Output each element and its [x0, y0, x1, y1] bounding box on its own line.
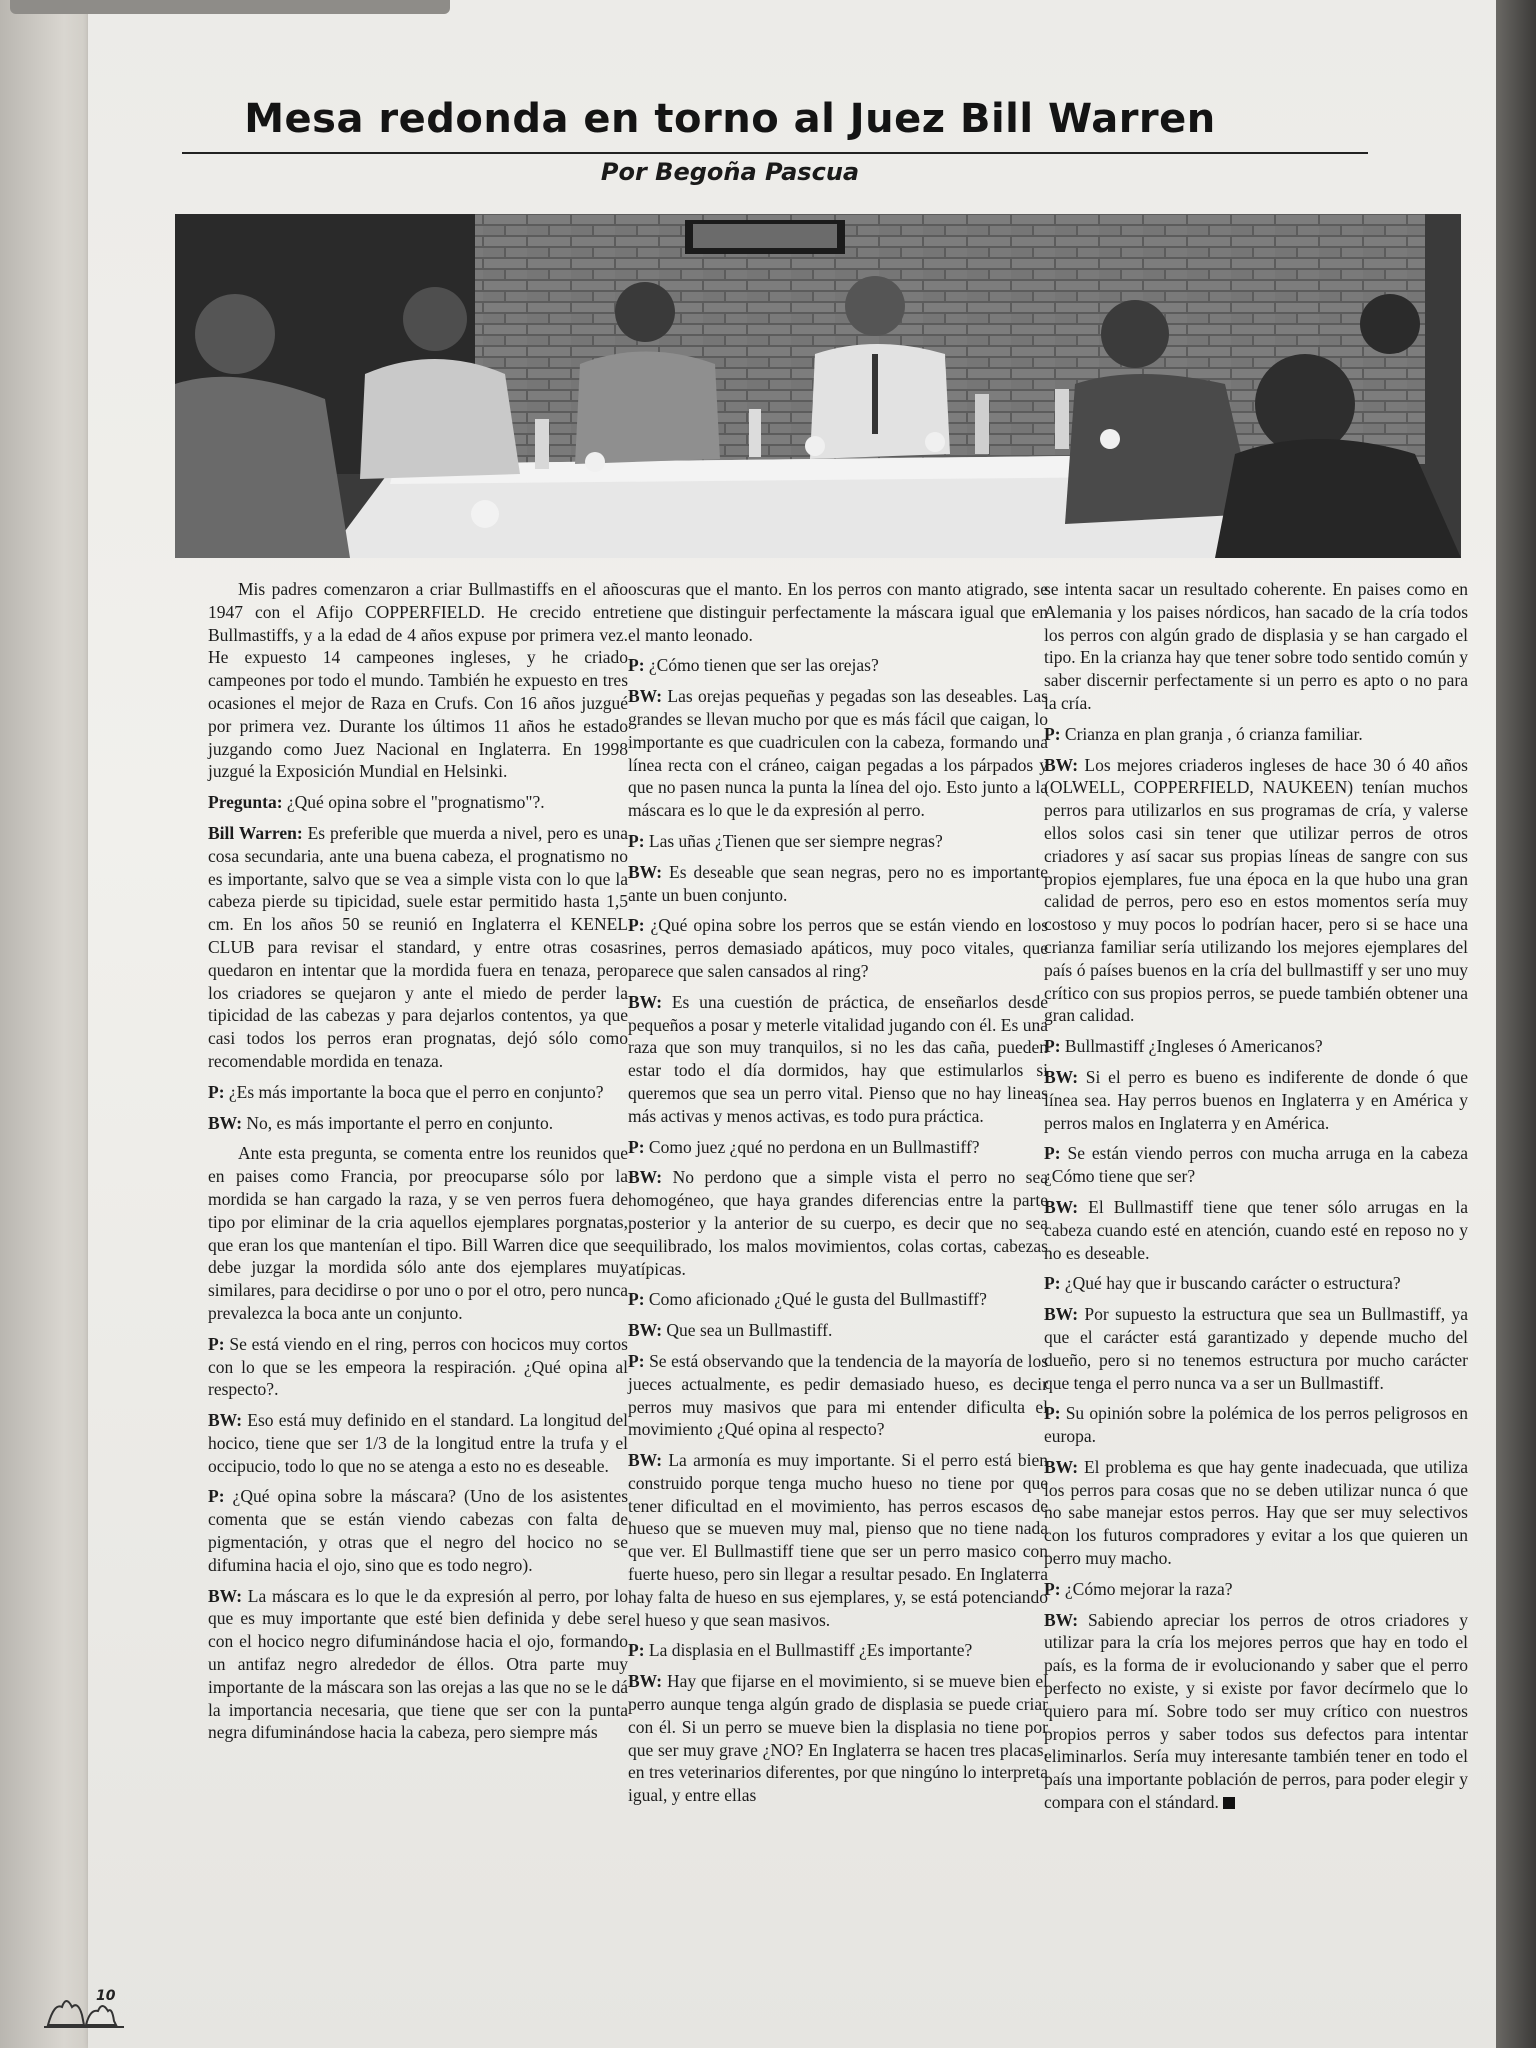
article-paragraph — [1044, 1035, 1468, 1058]
article-paragraph — [1044, 1578, 1468, 1601]
next-page-edge — [1496, 0, 1536, 2048]
paragraph-text: El Bullmastiff tiene que tener sólo arrugas en la cabeza cuando esté en atención, cuando esté en reposo no y no es deseable. — [1044, 1196, 1468, 1263]
article-paragraph — [208, 578, 628, 783]
speaker-label: Bill Warren: — [208, 822, 303, 843]
speaker-label: BW: — [628, 1450, 663, 1471]
article-paragraph — [628, 685, 1048, 822]
article-byline: Por Begoña Pascua — [600, 158, 860, 186]
speaker-label: BW: — [208, 1112, 243, 1133]
paragraph-text: ¿Qué hay que ir buscando carácter o estructura? — [1064, 1273, 1401, 1294]
paragraph-text: Crianza en plan granja , ó crianza familiar. — [1064, 723, 1363, 744]
article-paragraph — [208, 1142, 628, 1324]
paragraph-text: ¿Es más importante la boca que el perro en conjunto? — [228, 1081, 604, 1102]
article-column-3 — [1044, 578, 1468, 1822]
speaker-label: P: — [628, 1289, 645, 1310]
article-paragraph — [628, 1350, 1048, 1441]
paragraph-text: Eso está muy definido en el standard. La longitud del hocico, tiene que ser 1/3 de la longitud entre la trufa y el occipucio, todo lo que no se atenga a esto no es deseable. — [208, 1410, 629, 1476]
paragraph-text: Mis padres comenzaron a criar Bullmastiffs en el año 1947 con el Afijo COPPERFIELD. He crecido entre Bullmastiffs, y a la edad de 4 años expuse por primera vez. He expuesto 14 campeones ingleses, y he criado campeones por todo el mundo. También he expuesto en tres ocasiones el mejor de Raza en Crufs. Con 16 años juzgué por primera vez. Durante los últimos 11 años he estado juzgando como Juez Nacional en Inglaterra. En 1998 juzgué la Exposición Mundial en Helsinki. — [208, 579, 628, 782]
speaker-label: P: — [628, 915, 645, 936]
speaker-label: BW: — [628, 1320, 663, 1341]
paragraph-text: Es una cuestión de práctica, de enseñarlos desde pequeños a posar y meterle vitalidad jugando con él. Es una raza que son muy tranquilos, si no les das caña, pueden estar todo el día dormidos, hay que estimularlos si queremos que sea un perro vital. Pienso que no hay lineas más activas y menos activas, es todo pura práctica. — [628, 991, 1048, 1126]
paragraph-text: Como juez ¿qué no perdona en un Bullmastiff? — [648, 1136, 980, 1157]
paragraph-text: Los mejores criaderos ingleses de hace 30 ó 40 años (OLWELL, COPPERFIELD, NAUKEEN) tenían muchos perros para utilizarlos en sus programas de cría, y valerse ellos solos casi sin tener que utilizar perros de otros criadores y así sacar sus propias líneas de sangre con sus propios ejemplares, fue una época en la que hubo una gran calidad de perros, pero eso en estos momentos sería muy costoso y muy pocos lo podrían hacer, pero si se hace una crianza familiar sería utilizando los mejores ejemplares del país ó países buenos en la cría del bullmastiff y ser uno muy crítico con sus propios perros, se puede también obtener una gran calidad. — [1044, 754, 1468, 1026]
article-column-2 — [628, 578, 1048, 1815]
article-paragraph — [628, 1670, 1048, 1807]
article-paragraph — [208, 1485, 628, 1576]
photo-illustration — [175, 214, 1461, 558]
article-paragraph — [628, 1288, 1048, 1311]
paragraph-text: Que sea un Bullmastiff. — [666, 1320, 833, 1341]
article-paragraph — [628, 578, 1048, 646]
speaker-label: P: — [1044, 1578, 1061, 1599]
speaker-label: P: — [628, 830, 645, 851]
paragraph-text: Se está viendo en el ring, perros con hocicos muy cortos con lo que se les empeora la respiración. ¿Qué opina al respecto?. — [208, 1333, 628, 1400]
paragraph-text: Se están viendo perros con mucha arruga en la cabeza ¿Cómo tiene que ser? — [1044, 1143, 1468, 1187]
end-of-article-mark — [1223, 1797, 1235, 1809]
speaker-label: BW: — [1044, 754, 1079, 775]
paragraph-text: ¿Qué opina sobre el "prognatismo"?. — [286, 792, 545, 813]
speaker-label: BW: — [628, 861, 663, 882]
title-rule — [182, 152, 1368, 154]
article-paragraph — [208, 822, 628, 1073]
paragraph-text: Hay que fijarse en el movimiento, si se mueve bien el perro aunque tenga algún grado de displasia se puede criar con él. Si un perro se mueve bien la displasia no tiene por que ser muy grave ¿NO? En Inglaterra se hacen tres placas, en tres veterinarios diferentes, por que ningúno lo interpreta igual, y entre ellas — [628, 1671, 1049, 1806]
article-paragraph — [628, 861, 1048, 907]
paragraph-text: ¿Cómo tienen que ser las orejas? — [648, 655, 879, 676]
speaker-label: P: — [1044, 723, 1061, 744]
paragraph-text: La máscara es lo que le da expresión al perro, por lo que es muy importante que esté bien definida y debe ser con el hocico negro difuminándose hacia el ojo, formando un antifaz negro alrededor de éllos. Otra parte muy importante de la máscara son las orejas a las que no se le dá la importancia necesaria, que tiene que ser con la punta negra difuminándose hacia la cabeza, pero siempre más — [208, 1585, 628, 1743]
paragraph-text: No, es más importante el perro en conjunto. — [246, 1112, 554, 1133]
paragraph-text: Por supuesto la estructura que sea un Bullmastiff, ya que el carácter está garantizado y depende mucho del dueño, pero si no tenemos estructura por mucho carácter que tenga el perro nunca va a ser un Bullmastiff. — [1044, 1304, 1468, 1393]
speaker-label: BW: — [628, 686, 663, 707]
paragraph-text: La displasia en el Bullmastiff ¿Es importante? — [648, 1640, 973, 1661]
speaker-label: BW: — [1044, 1196, 1079, 1217]
speaker-label: BW: — [208, 1410, 243, 1431]
article-paragraph — [208, 791, 628, 814]
speaker-label: P: — [1044, 1273, 1061, 1294]
article-paragraph — [628, 1449, 1048, 1631]
article-paragraph — [1044, 1303, 1468, 1394]
article-paragraph — [1044, 578, 1468, 715]
article-paragraph — [628, 1639, 1048, 1662]
article-paragraph — [208, 1585, 628, 1745]
paragraph-text: Como aficionado ¿Qué le gusta del Bullmastiff? — [648, 1289, 987, 1310]
speaker-label: P: — [208, 1486, 225, 1507]
speaker-label: P: — [1044, 1036, 1061, 1057]
article-paragraph — [208, 1333, 628, 1401]
article-paragraph — [1044, 1609, 1468, 1814]
article-paragraph — [628, 991, 1048, 1128]
speaker-label: BW: — [1044, 1609, 1079, 1630]
paragraph-text: oscuras que el manto. En los perros con manto atigrado, se tiene que distinguir perfectamente la máscara igual que en el manto leonado. — [628, 579, 1048, 645]
article-paragraph — [1044, 1066, 1468, 1134]
paragraph-text: Las uñas ¿Tienen que ser siempre negras? — [648, 830, 943, 851]
speaker-label: P: — [628, 1350, 645, 1371]
binding-margin — [0, 0, 92, 2048]
speaker-label: P: — [208, 1081, 225, 1102]
article-paragraph — [1044, 754, 1468, 1028]
speaker-label: P: — [628, 655, 645, 676]
speaker-label: BW: — [1044, 1066, 1079, 1087]
paragraph-text: Sabiendo apreciar los perros de otros criadores y utilizar para la cría los mejores perros que hay en todo el país, es la forma de ir evolucionando y saber que el perro perfecto no existe, y si existe por favor decírmelo que lo quiero para mí. Sobre todo ser muy crítico con nuestros propios perros y saber todos sus defectos para intentar eliminarlos. Sería muy interesante también tener en todo el país una importante población de perros, para poder elegir y compara con el stándard. — [1044, 1609, 1468, 1813]
page-number: 10 — [96, 1988, 116, 2004]
paragraph-text: El problema es que hay gente inadecuada, que utiliza los perros para cosas que no se deben utilizar nunca ó que no sabe manejar estos perros. Hay que ser muy selectivos con los futuros compradores y evitar a los que quieren un perro muy macho. — [1044, 1456, 1468, 1569]
article-paragraph — [628, 1166, 1048, 1280]
speaker-label: BW: — [628, 1167, 663, 1188]
speaker-label: BW: — [628, 991, 663, 1012]
paragraph-text: ¿Qué opina sobre la máscara? (Uno de los asistentes comenta que se están viendo cabezas con falta de pigmentación, y otras que el negro del hocico no se difumina hacia el ojo, sino que es todo negro). — [208, 1486, 629, 1575]
paragraph-text: La armonía es muy importante. Si el perro está bien construido porque tenga mucho hueso no tiene por que tener dificultad en el movimiento, has perros escasos de hueso que se mueven muy mal, pienso que no tiene nada que ver. El Bullmastiff tiene que ser un perro masico con fuerte hueso, pero sin llegar a resultar pesado. En Inglaterra hay falta de hueso en sus ejemplares, y, se está potenciando el hueso y que sean masivos. — [628, 1450, 1048, 1630]
article-column-1 — [208, 578, 628, 1752]
article-paragraph — [1044, 1456, 1468, 1570]
speaker-label: BW: — [1044, 1304, 1079, 1325]
article-paragraph — [628, 1136, 1048, 1159]
article-paragraph — [628, 654, 1048, 677]
article-paragraph — [628, 914, 1048, 982]
paragraph-text: se intenta sacar un resultado coherente. En paises como en Alemania y los paises nórdicos, han sacado de la cría todos los perros con algún grado de displasia y se han cargado el tipo. En la crianza hay que tener sobre todo sentido común y saber discernir perfectamente si un perro es apto o no para la cría. — [1044, 579, 1468, 713]
article-paragraph — [628, 1319, 1048, 1342]
article-paragraph — [1044, 1272, 1468, 1295]
article-title: Mesa redonda en torno al Juez Bill Warren — [244, 96, 1216, 142]
article-paragraph — [1044, 1402, 1468, 1448]
paragraph-text: Bullmastiff ¿Ingleses ó Americanos? — [1064, 1036, 1323, 1057]
article-paragraph — [1044, 723, 1468, 746]
paragraph-text: Las orejas pequeñas y pegadas son las deseables. Las grandes se llevan mucho por que es más fácil que caigan, lo importante es que cuadriculen con la cabeza, formando una línea recta con el cráneo, caigan pegadas a los párpados y que no pasen nunca la punta la línea del ojo. Esto junto a la máscara es lo que le da expresión al perro. — [628, 686, 1048, 821]
article-paragraph — [1044, 1142, 1468, 1188]
speaker-label: BW: — [1044, 1456, 1079, 1477]
paragraph-text: Se está observando que la tendencia de la mayoría de los jueces actualmente, es pedir demasiado hueso, es decir perros muy masivos que para mi entender dificulta el movimiento ¿Qué opina al respecto? — [628, 1350, 1049, 1440]
speaker-label: P: — [1044, 1403, 1061, 1424]
speaker-label: BW: — [208, 1585, 243, 1606]
paragraph-text: No perdono que a simple vista el perro no sea homogéneo, que haya grandes diferencias entre la parte posterior y la anterior de su cuerpo, es decir que no sea equilibrado, los malos movimientos, colas cortas, cabezas atípicas. — [628, 1167, 1048, 1279]
paragraph-text: Es deseable que sean negras, pero no es importante ante un buen conjunto. — [628, 861, 1048, 905]
speaker-label: P: — [208, 1333, 225, 1354]
previous-page-tab — [10, 0, 450, 14]
speaker-label: P: — [1044, 1143, 1061, 1164]
paragraph-text: ¿Cómo mejorar la raza? — [1064, 1578, 1233, 1599]
speaker-label: P: — [628, 1136, 645, 1157]
article-paragraph — [628, 830, 1048, 853]
article-paragraph — [208, 1081, 628, 1104]
speaker-label: P: — [628, 1640, 645, 1661]
paragraph-text: ¿Qué opina sobre los perros que se están viendo en los rines, perros demasiado apáticos, muy poco vitales, que parece que salen cansados al ring? — [628, 915, 1049, 981]
speaker-label: BW: — [628, 1671, 663, 1692]
paragraph-text: Ante esta pregunta, se comenta entre los reunidos que en paises como Francia, por preocuparse sólo por la mordida se han cargado la raza, y se ven perros fuera de tipo por eliminar de la cria aquellos ejemplares porgnatas, que eran los que mantenían el tipo. Bill Warren dice que se debe juzgar la mordida sólo ante dos ejemplares muy similares, para decidirse o por uno o por el otro, pero nunca prevalezca la boca ante un conjunto. — [208, 1143, 628, 1323]
paragraph-text: Su opinión sobre la polémica de los perros peligrosos en europa. — [1044, 1403, 1468, 1447]
paragraph-text: Es preferible que muerda a nivel, pero es una cosa secundaria, ante una buena cabeza, el prognatismo no es importante, salvo que se vea a simple vista con lo que la cabeza pierde su tipicidad, suele estar permitido hasta 1,5 cm. En los años 50 se reunió en Inglaterra el KENEL CLUB para revisar el standard, y entre otras cosas quedaron en intentar que la mordida fuera en tenaza, pero los criadores se quejaron y ante el miedo de perder la tipicidad de las cabezas y para dejarlos contentos, ya que casi todos los perros eran prognatas, dejó sólo como recomendable mordida en tenaza. — [208, 822, 628, 1071]
article-paragraph — [208, 1409, 628, 1477]
paragraph-text: Si el perro es bueno es indiferente de donde ó que línea sea. Hay perros buenos en Inglaterra y en América y perros malos en Inglaterra y en América. — [1044, 1066, 1469, 1133]
article-paragraph — [1044, 1196, 1468, 1264]
article-paragraph — [208, 1112, 628, 1135]
round-table-photo — [175, 214, 1461, 558]
speaker-label: Pregunta: — [208, 792, 283, 813]
